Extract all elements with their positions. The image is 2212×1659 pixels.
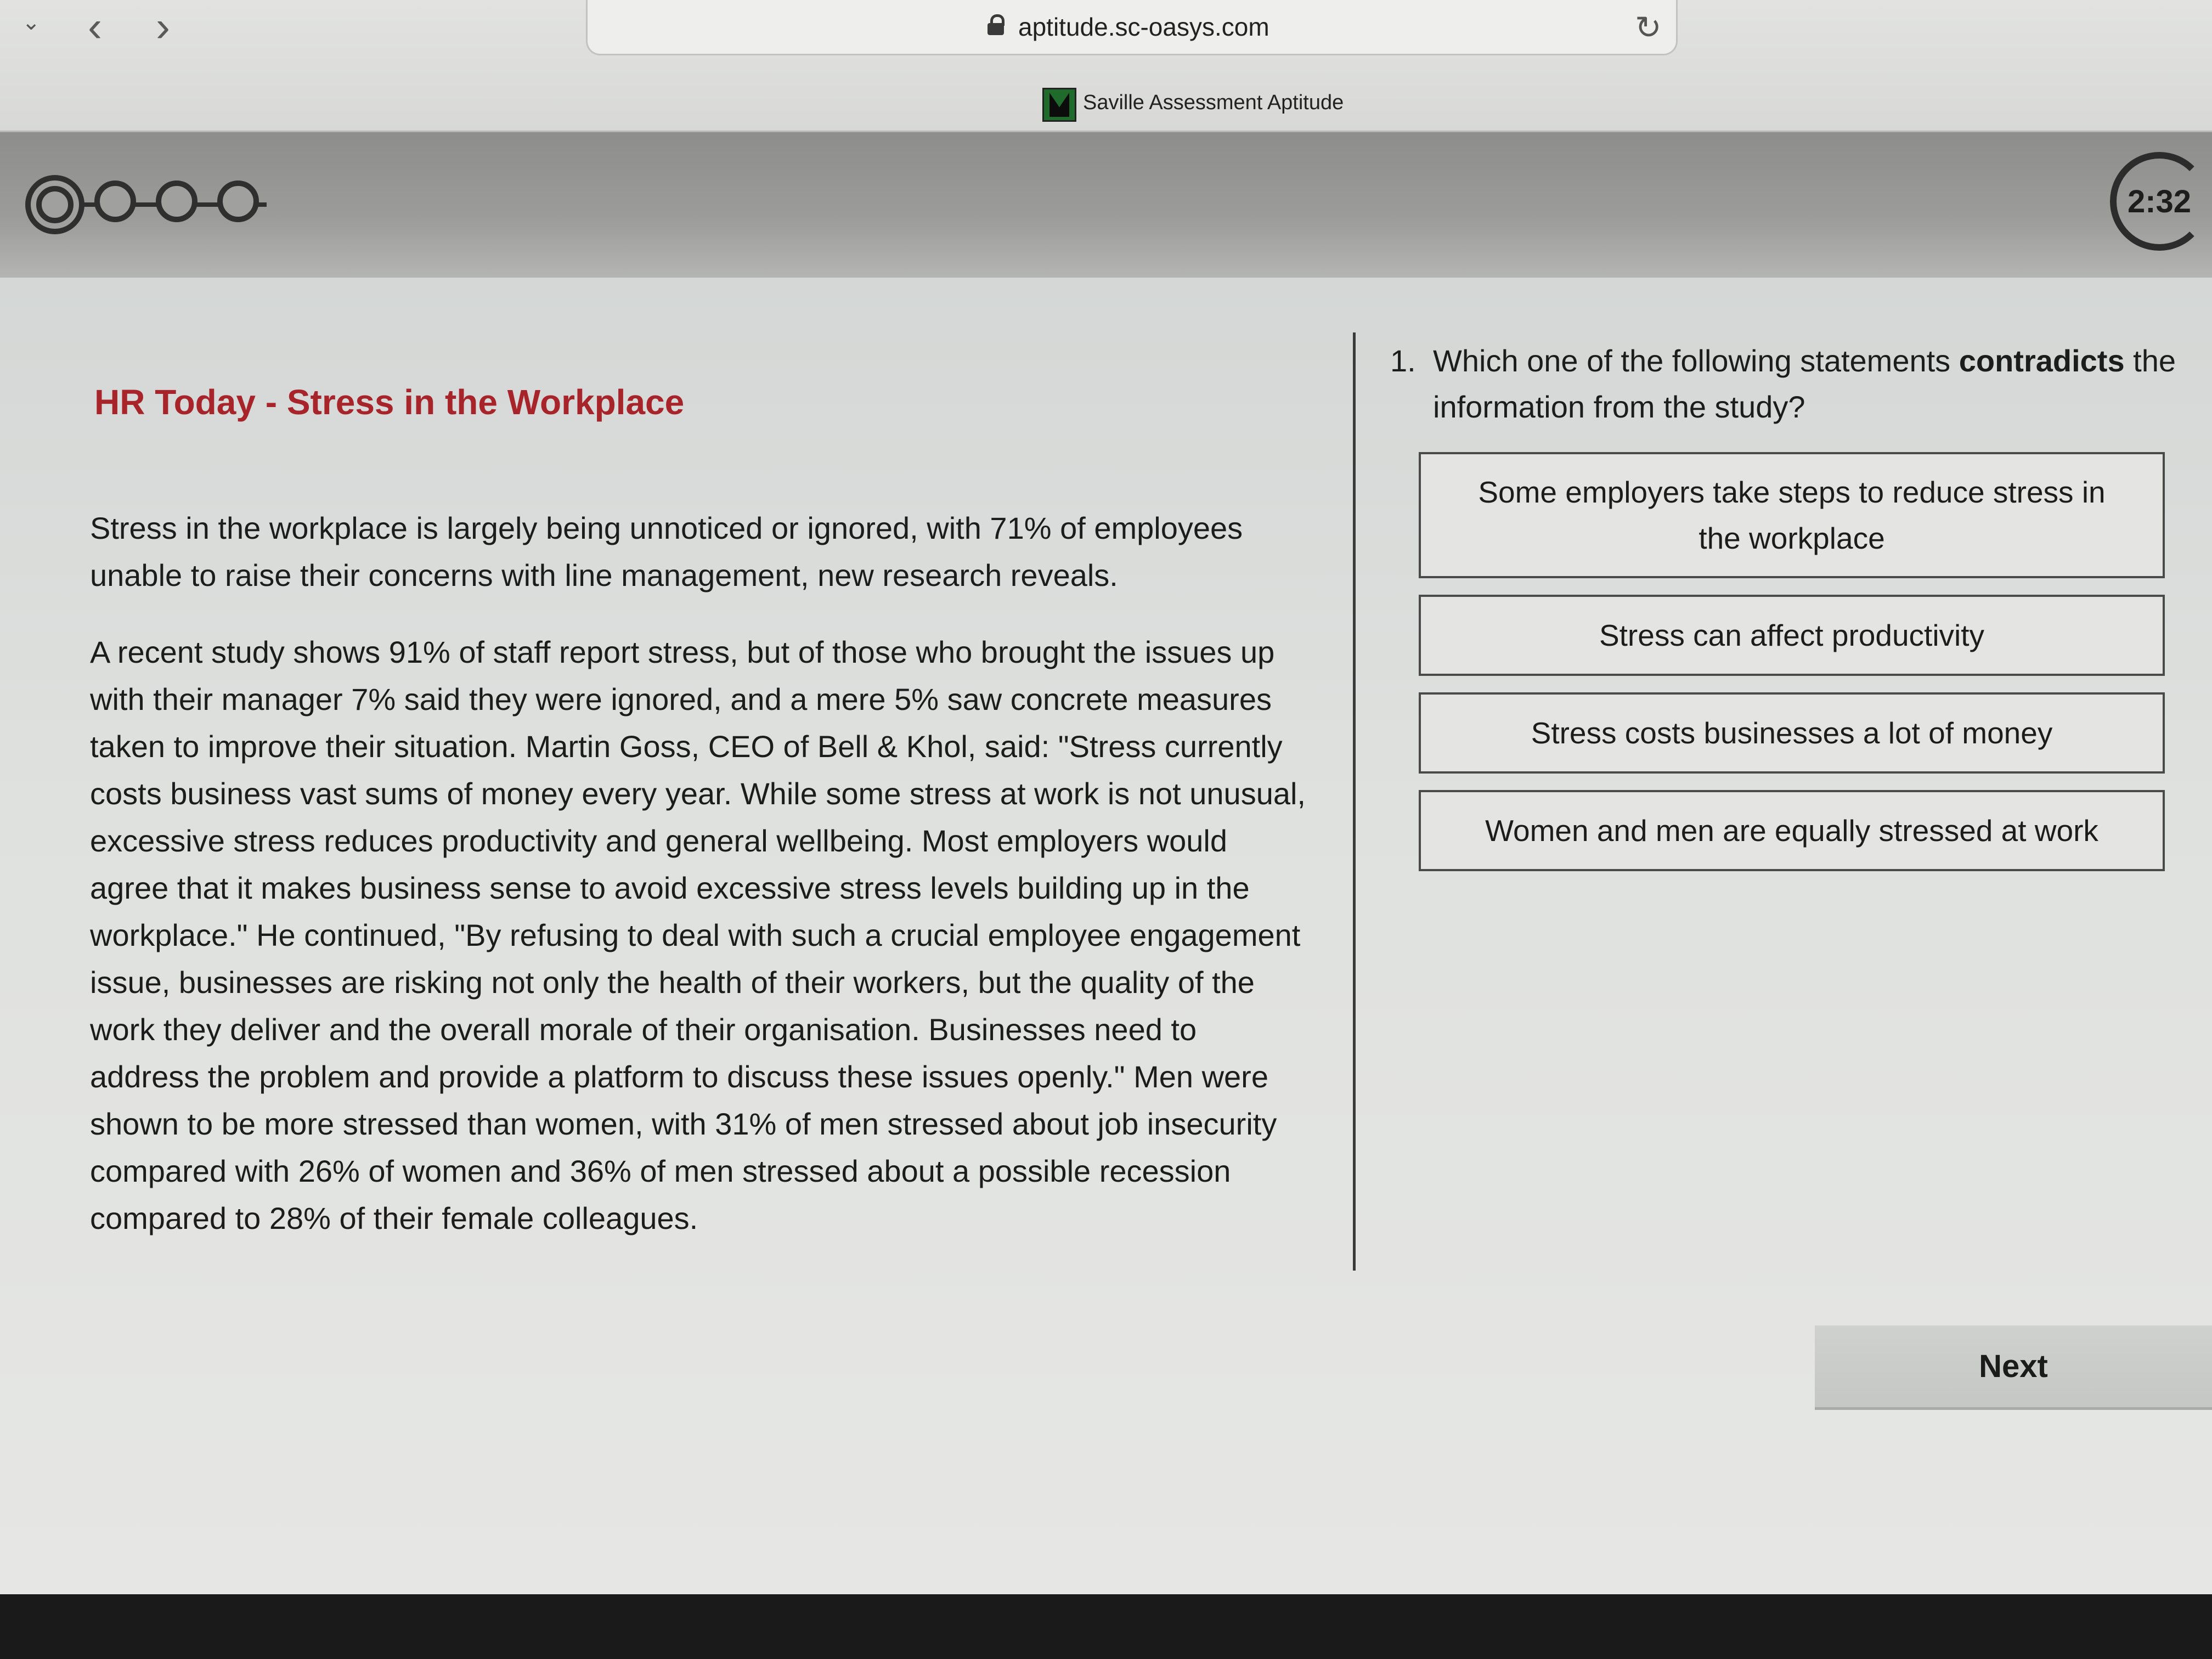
countdown-timer: 2:32 — [2110, 152, 2209, 251]
screen-bezel — [0, 1594, 2212, 1659]
back-arrow-icon[interactable]: ‹ — [88, 2, 102, 50]
assessment-header — [0, 132, 2212, 278]
answer-option-3[interactable]: Stress costs businesses a lot of money — [1419, 692, 2165, 774]
question-progress-indicator — [25, 174, 278, 234]
page-tab-title: Saville Assessment Aptitude — [1083, 91, 1344, 114]
url-text[interactable]: aptitude.sc-oasys.com — [1018, 13, 1269, 41]
answer-options — [1419, 452, 2165, 888]
site-logo-icon — [1042, 88, 1076, 122]
assessment-content — [0, 278, 2212, 1594]
reload-icon[interactable]: ↻ — [1635, 10, 1662, 46]
tab-overview-chevron-icon[interactable]: ⌄ — [22, 10, 41, 35]
question-text — [1390, 338, 2191, 430]
question-text-end: the information from the study? — [1433, 343, 2176, 424]
forward-arrow-icon[interactable]: › — [156, 2, 170, 50]
lock-icon — [988, 14, 1004, 34]
passage-paragraph-1: Stress in the workplace is largely being unnoticed or ignored, with 71% of employees unable to raise their concerns with line management, new research reveals. — [90, 511, 1243, 592]
progress-step-1-current — [25, 175, 84, 234]
next-button[interactable]: Next — [1815, 1325, 2212, 1410]
progress-step-4 — [217, 180, 259, 222]
question-number: 1. — [1390, 343, 1416, 378]
progress-step-2 — [94, 180, 136, 222]
answer-option-4[interactable]: Women and men are equally stressed at work — [1419, 790, 2165, 871]
browser-toolbar — [0, 0, 2212, 132]
reading-passage — [82, 382, 1306, 1272]
passage-title: HR Today - Stress in the Workplace — [94, 382, 685, 422]
question-keyword: contradicts — [1959, 343, 2125, 378]
column-divider — [1353, 332, 1356, 1271]
question-text-start: Which one of the following statements — [1433, 343, 1959, 378]
question-block — [1390, 338, 2191, 430]
passage-paragraph-2: A recent study shows 91% of staff report stress, but of those who brought the issues up with their manager 7% said they were ignored, and a mere 5% saw concrete measures taken to improve their situation. Martin Goss, CEO of Bell & Khol, said: "Stress currently costs business vast sums of money every year. While some stress at work is not unusual, excessive stress reduces productivity and general wellbeing. Most employers would agree that it makes business sense to avoid excessive stress levels building up in the workplace." He continued, "By refusing to deal with such a crucial employee engagement issue, businesses are risking not only the health of their workers, but the quality of the work they deliver and the overall morale of their organisation. Businesses need to address the problem and provide a platform to discuss these issues openly." Men were shown to be more stressed than women, with 31% of men stressed about job insecurity compared with 26% of women and 36% of men stressed about a possible recession compared to 28% of their female colleagues. — [90, 635, 1306, 1235]
answer-option-1[interactable]: Some employers take steps to reduce stress in the workplace — [1419, 452, 2165, 578]
progress-step-3 — [156, 180, 198, 222]
answer-option-2[interactable]: Stress can affect productivity — [1419, 595, 2165, 676]
